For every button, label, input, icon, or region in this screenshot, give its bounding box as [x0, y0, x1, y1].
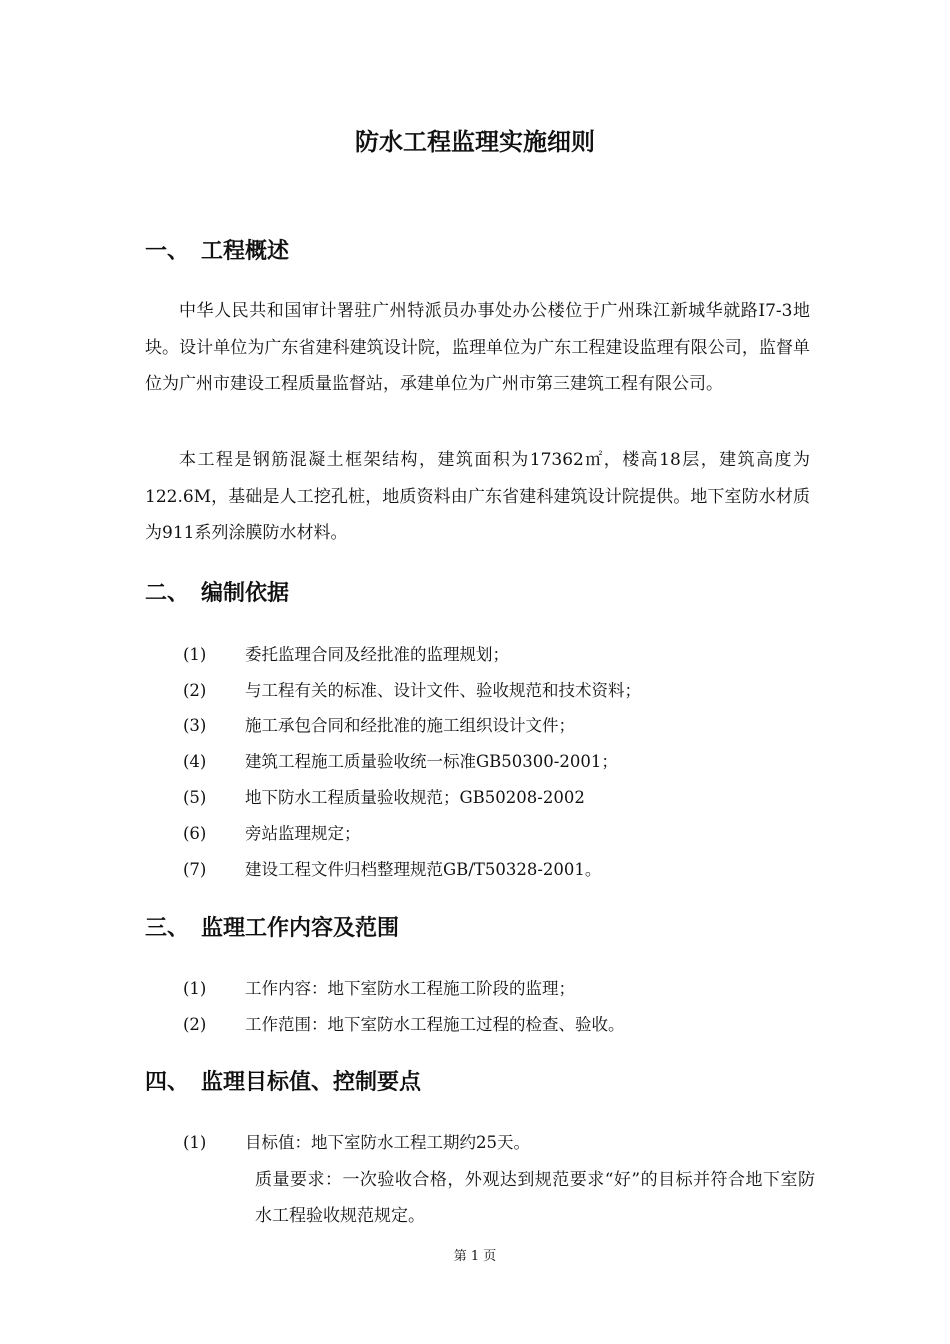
overview-paragraph-1: 中华人民共和国审计署驻广州特派员办事处办公楼位于广州珠江新城华就路I7-3地块。设计单位为广东省建科建筑设计院，监理单位为广东工程建设监理有限公司，监督单位为广州市建设工程质量监督站，承建单位为广州市第三建筑工程有限公司。 — [145, 301, 810, 394]
section-title: 工程概述 — [201, 239, 290, 264]
list-item — [183, 1126, 823, 1160]
list-item-text: 建设工程文件归档整理规范GB/T50328-2001。 — [245, 860, 602, 879]
list-item-number: (7) — [183, 860, 207, 879]
section-title: 监理工作内容及范围 — [201, 916, 400, 941]
list-item-text: 地下防水工程质量验收规范；GB50208-2002 — [245, 788, 585, 807]
document-title: 防水工程监理实施细则 — [355, 128, 595, 156]
section-number: 一、 — [145, 239, 190, 264]
list-item — [183, 972, 823, 1006]
list-item — [183, 817, 823, 851]
list-item-number: (3) — [183, 716, 207, 735]
list-item-text: 工作范围：地下室防水工程施工过程的检查、验收。 — [245, 1015, 625, 1034]
section-heading-4 — [145, 1065, 825, 1101]
section-heading-3 — [145, 911, 825, 947]
section-heading-2 — [145, 576, 825, 612]
section-number: 二、 — [145, 581, 190, 606]
list-item-number: (4) — [183, 752, 207, 771]
list-item-number: (1) — [183, 645, 207, 664]
section-number: 四、 — [145, 1070, 190, 1095]
section-title: 监理目标值、控制要点 — [201, 1070, 422, 1095]
list-item-number: (6) — [183, 824, 207, 843]
list-item — [183, 1008, 823, 1042]
section-title: 编制依据 — [201, 581, 290, 606]
quality-requirement: 质量要求：一次验收合格，外观达到规范要求“好”的目标并符合地下室防水工程验收规范规定。 — [255, 1170, 815, 1226]
list-item-number: (1) — [183, 1133, 207, 1152]
list-item-text: 施工承包合同和经批准的施工组织设计文件； — [245, 716, 575, 735]
list-item-text: 工作内容：地下室防水工程施工阶段的监理； — [245, 979, 575, 998]
list-item-number: (1) — [183, 979, 207, 998]
list-item-text: 目标值：地下室防水工程工期约25天。 — [245, 1133, 530, 1152]
list-item — [183, 781, 823, 815]
list-item-text: 与工程有关的标准、设计文件、验收规范和技术资料； — [245, 681, 641, 700]
list-item — [183, 745, 823, 779]
section-number: 三、 — [145, 916, 190, 941]
section-heading-1 — [145, 234, 825, 270]
list-item — [183, 638, 823, 672]
page-footer: 第 1 页 — [453, 1249, 497, 1264]
overview-paragraph-2: 本工程是钢筋混凝土框架结构，建筑面积为17362㎡，楼高18层，建筑高度为122.6M，基础是人工挖孔桩，地质资料由广东省建科建筑设计院提供。地下室防水材质为911系列涂膜防水材料。 — [145, 450, 810, 543]
list-item-number: (2) — [183, 681, 207, 700]
list-item-number: (2) — [183, 1015, 207, 1034]
list-item — [183, 674, 823, 708]
list-item-text: 旁站监理规定； — [245, 824, 361, 843]
list-item-number: (5) — [183, 788, 207, 807]
list-item-text: 委托监理合同及经批准的监理规划； — [245, 645, 509, 664]
list-item — [183, 853, 823, 887]
list-item — [183, 709, 823, 743]
list-item-text: 建筑工程施工质量验收统一标准GB50300-2001； — [245, 752, 618, 771]
